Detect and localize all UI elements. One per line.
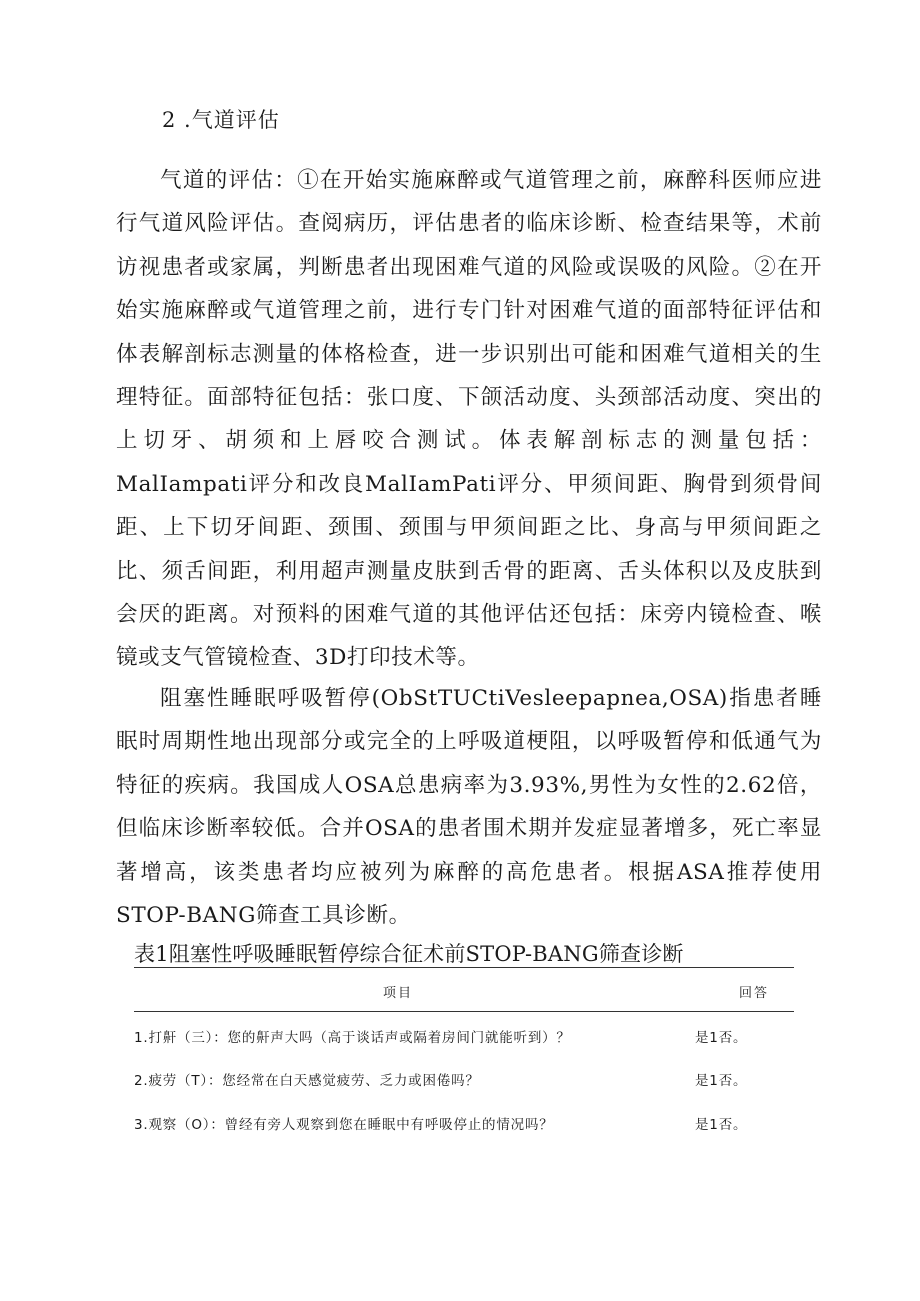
table-header-item: 项目 [383,986,414,1001]
table-row-question: 2.疲劳（T）：您经常在白天感觉疲劳、乏力或困倦吗？ [134,1073,480,1089]
table-row-question: 3.观察（O）：曾经有旁人观察到您在睡眠中有呼吸停止的情况吗？ [134,1117,554,1133]
table-row-answer: 是1否。 [695,1117,748,1133]
table-row-question: 1.打鼾（三）：您的鼾声大吗（高于谈话声或隔着房间门就能听到）？ [134,1030,571,1046]
table-row-answer: 是1否。 [695,1030,748,1046]
table-header-rule [134,1011,794,1012]
paragraph-osa: 阻塞性睡眠呼吸暂停(ObStTUCtiVesleepapnea,OSA)指患者睡眠时周期性地出现部分或完全的上呼吸道梗阻，以呼吸暂停和低通气为特征的疾病。我国成人OSA总患病率为3.93%,男性为女性的2.62倍，但临床诊断率较低。合并OSA的患者围术期并发症显著增多，死亡率显著增高，该类患者均应被列为麻醉的高危患者。根据ASA推荐使用STOP-BANG筛查工具诊断。 [116,686,822,929]
paragraph-airway-assessment: 气道的评估：①在开始实施麻醉或气道管理之前，麻醉科医师应进行气道风险评估。查阅病历，评估患者的临床诊断、检查结果等，术前访视患者或家属，判断患者出现困难气道的风险或误吸的风险。②在开始实施麻醉或气道管理之前，进行专门针对困难气道的面部特征评估和体表解剖标志测量的体格检查，进一步识别出可能和困难气道相关的生理特征。面部特征包括：张口度、下颌活动度、头颈部活动度、突出的上切牙、胡须和上唇咬合测试。体表解剖标志的测量包括：MalIampati评分和改良MalIamPati评分、甲须间距、胸骨到须骨间距、上下切牙间距、颈围、颈围与甲须间距之比、身高与甲须间距之比、须舌间距，利用超声测量皮肤到舌骨的距离、舌头体积以及皮肤到会厌的距离。对预料的困难气道的其他评估还包括：床旁内镜检查、喉镜或支气管镜检查、3D打印技术等。 [116,168,822,671]
table-header-answer: 回答 [739,986,770,1001]
table-top-rule [134,967,794,968]
table-caption: 表1阻塞性呼吸睡眠暂停综合征术前STOP-BANG筛查诊断 [134,942,684,966]
section-heading: 2 .气道评估 [162,108,280,132]
table-row-answer: 是1否。 [695,1073,748,1089]
